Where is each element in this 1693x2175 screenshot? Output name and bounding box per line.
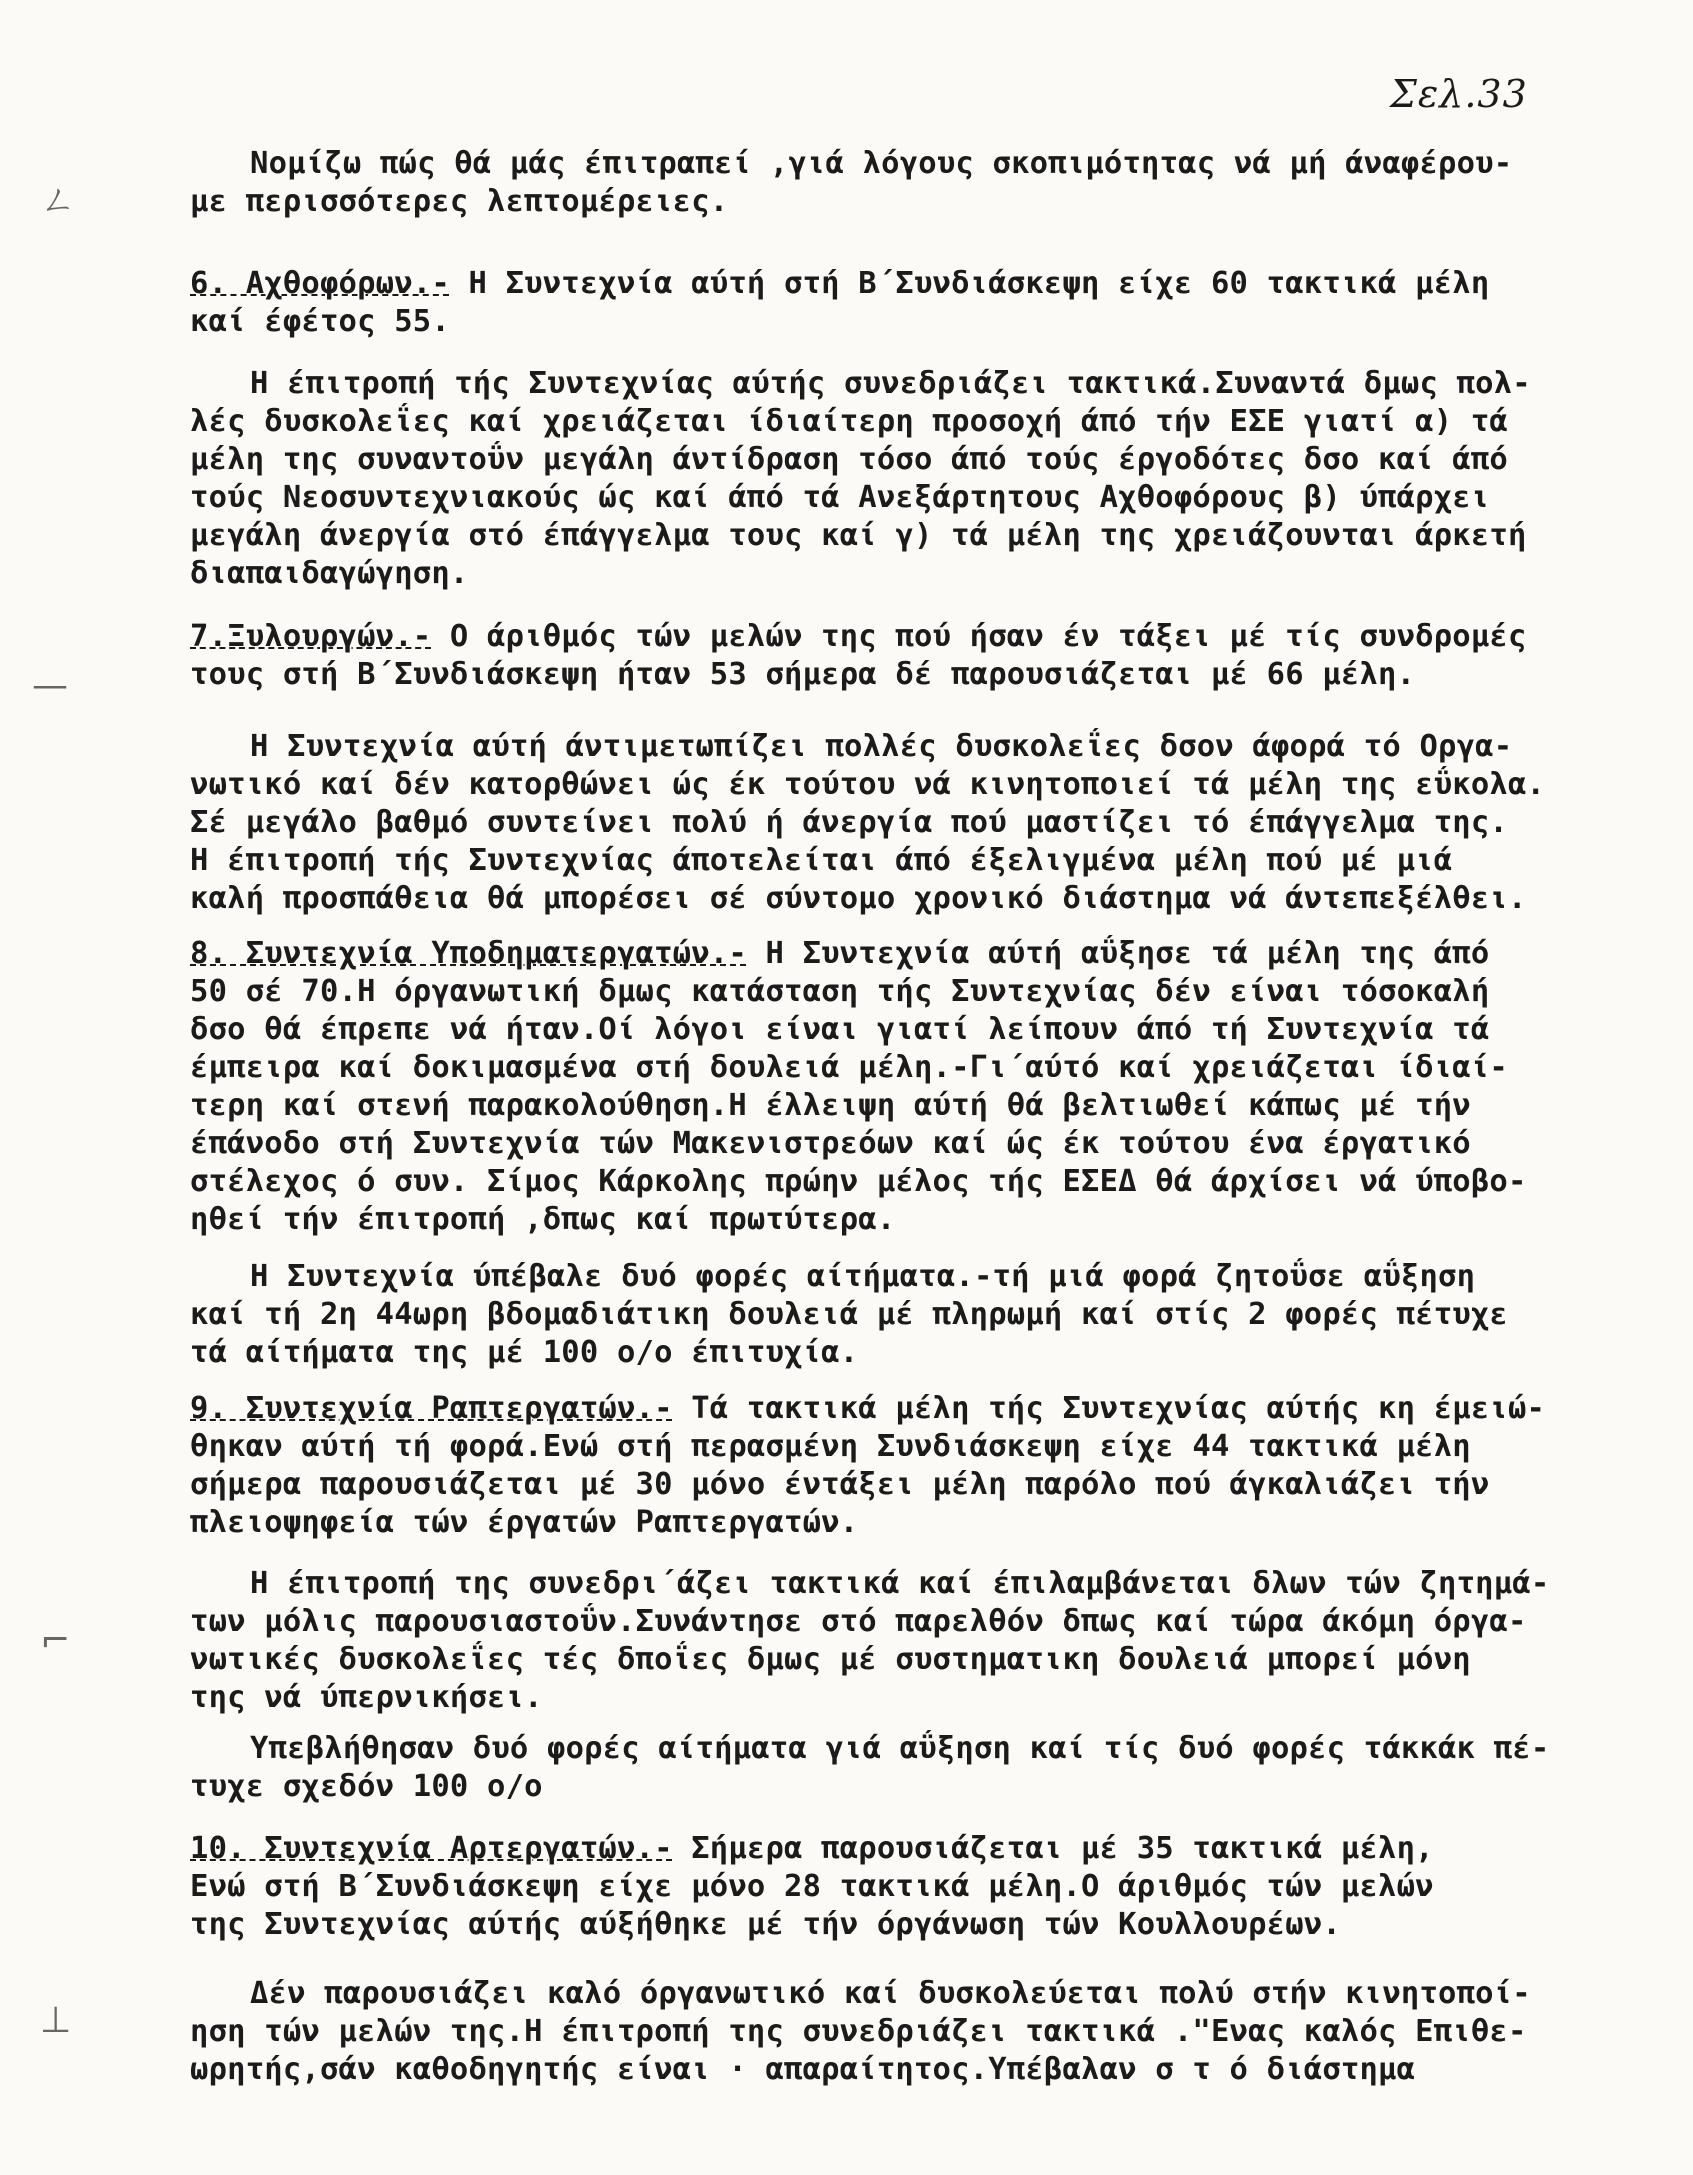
line-text: Ενώ στή Β΄Συνδιάσκεψη είχε μόνο 28 τακτικά μέλη.Ο άριθμός τών μελών <box>190 1869 1434 1904</box>
text-line <box>190 265 1670 303</box>
paragraph <box>190 935 1670 1239</box>
line-text: της Συντεχνίας αύτής αύξήθηκε μέ τήν όργάνωση τών Κουλλουρέων. <box>190 1907 1341 1942</box>
line-text: Η Συντεχνία αύτή στή Β΄Συνδιάσκεψη είχε 60 τακτικά μέλη <box>449 266 1490 301</box>
text-line <box>190 1868 1670 1906</box>
text-line <box>190 1679 1670 1717</box>
text-line <box>190 479 1670 517</box>
text-line <box>190 1830 1670 1868</box>
text-line <box>190 1087 1670 1125</box>
line-text: μεγάλη άνεργία στό έπάγγελμα τους καί γ) τά μέλη της χρειάζουνται άρκετή <box>190 518 1527 553</box>
line-text: Υπεβλήθησαν δυό φορές αίτήματα γιά αΰξηση καί τίς δυό φορές τάκκάκ πέ- <box>250 1731 1550 1766</box>
line-text: στέλεχος ό συν. Σίμος Κάρκολης πρώην μέλος τής ΕΣΕΔ θά άρχίσει νά ύποβο- <box>190 1164 1527 1199</box>
text-line <box>190 1390 1670 1428</box>
line-text: τυχε σχεδόν 100 ο/ο <box>190 1769 543 1804</box>
text-line <box>190 1466 1670 1504</box>
text-line <box>190 1428 1670 1466</box>
line-text: δσο θά έπρεπε νά ήταν.Οί λόγοι είναι γιατί λείπουν άπό τή Συντεχνία τά <box>190 1012 1490 1047</box>
text-line <box>190 1641 1670 1679</box>
text-line <box>190 517 1670 555</box>
paragraph <box>190 728 1670 918</box>
paragraph <box>190 1730 1670 1806</box>
text-line <box>190 403 1670 441</box>
line-text: μέλη της συναντοΰν μεγάλη άντίδραση τόσο άπό τούς έργοδότες δσο καί άπό <box>190 442 1508 477</box>
paragraph <box>190 1390 1670 1542</box>
text-line <box>190 183 1670 221</box>
line-text: νωτικό καί δέν κατορθώνει ώς έκ τούτου νά κινητοποιεί τά μέλη της εΰκολα. <box>190 767 1546 802</box>
line-text: Η Συντεχνία αύτή άντιμετωπίζει πολλές δυσκολεΐες δσον άφορά τό Οργα- <box>250 729 1513 764</box>
text-line <box>190 303 1670 341</box>
text-line <box>190 1730 1670 1768</box>
paragraph <box>190 1830 1670 1944</box>
line-text: έπάνοδο στή Συντεχνία τών Μακενιστρεόων καί ώς έκ τούτου ένα έργατικό <box>190 1126 1471 1161</box>
text-line <box>190 1334 1670 1372</box>
margin-mark: — <box>32 665 68 706</box>
line-text: Νομίζω πώς θά μάς έπιτραπεί ,γιά λόγους σκοπιμότητας νά μή άναφέρου- <box>250 146 1513 181</box>
paragraph <box>190 1565 1670 1717</box>
text-line <box>190 1201 1670 1239</box>
line-text: τούς Νεοσυντεχνιακούς ώς καί άπό τά Ανεξάρτητους Αχθοφόρους β) ύπάρχει <box>190 480 1490 515</box>
section-heading: 8. Συντεχνία Υποδηματεργατών.- <box>190 936 747 971</box>
line-text: λές δυσκολεΐες καί χρειάζεται ίδιαίτερη προσοχή άπό τήν ΕΣΕ γιατί α) τά <box>190 404 1508 439</box>
page-number: Σελ.33 <box>1390 72 1528 116</box>
margin-mark: ⌐ <box>40 1620 71 1661</box>
line-text: διαπαιδαγώγηση. <box>190 556 469 591</box>
line-text: Δέν παρουσιάζει καλό όργανωτικό καί δυσκολεύεται πολύ στήν κινητοποί- <box>250 1976 1531 2011</box>
text-line <box>190 1049 1670 1087</box>
text-line <box>190 1768 1670 1806</box>
text-line <box>190 1603 1670 1641</box>
text-line <box>190 2051 1670 2089</box>
text-line <box>190 728 1670 766</box>
line-text: πλειοψηφεία τών έργατών Ραπτεργατών. <box>190 1505 859 1540</box>
text-line <box>190 804 1670 842</box>
text-line <box>190 1011 1670 1049</box>
text-line <box>190 365 1670 403</box>
text-line <box>190 1125 1670 1163</box>
text-line <box>190 656 1670 694</box>
paragraph <box>190 365 1670 593</box>
margin-mark: ⊥ <box>40 2000 72 2041</box>
line-text: Η έπιτροπή της συνεδρι΄άζει τακτικά καί έπιλαμβάνεται δλων τών ζητημά- <box>250 1566 1550 1601</box>
line-text: Σήμερα παρουσιάζεται μέ 35 τακτικά μέλη, <box>672 1831 1434 1866</box>
line-text: Η Συντεχνία αύτή αΰξησε τά μέλη της άπό <box>746 936 1490 971</box>
line-text: έμπειρα καί δοκιμασμένα στή δουλειά μέλη.-Γι΄αύτό καί χρειάζεται ίδιαί- <box>190 1050 1508 1085</box>
section-heading: 9. Συντεχνία Ραπτεργατών.- <box>190 1391 673 1426</box>
line-text: νωτικές δυσκολεΐες τές δποΐες δμως μέ συστηματικη δουλειά μπορεί μόνη <box>190 1642 1471 1677</box>
text-line <box>190 555 1670 593</box>
line-text: Η έπιτροπή τής Συντεχνίας άποτελείται άπό έξελιγμένα μέλη πού μέ μιά <box>190 843 1453 878</box>
line-text: ηθεί τήν έπιτροπή ,δπως καί πρωτύτερα. <box>190 1202 896 1237</box>
line-text: καί τή 2η 44ωρη βδομαδιάτικη δουλειά μέ πληρωμή καί στίς 2 φορές πέτυχε <box>190 1297 1508 1332</box>
text-line <box>190 1163 1670 1201</box>
line-text: Η Συντεχνία ύπέβαλε δυό φορές αίτήματα.-τή μιά φορά ζητοΰσε αΰξηση <box>250 1259 1476 1294</box>
line-text: τά αίτήματα της μέ 100 ο/ο έπιτυχία. <box>190 1335 859 1370</box>
text-line <box>190 1565 1670 1603</box>
section-heading: 10. Συντεχνία Αρτεργατών.- <box>190 1831 673 1866</box>
line-text: καί έφέτος 55. <box>190 304 450 339</box>
line-text: των μόλις παρουσιαστοΰν.Συνάντησε στό παρελθόν δπως καί τώρα άκόμη όργα- <box>190 1604 1527 1639</box>
line-text: Η έπιτροπή τής Συντεχνίας αύτής συνεδριάζει τακτικά.Συναντά δμως πολ- <box>250 366 1531 401</box>
line-text: ωρητής,σάν καθοδηγητής είναι · απαραίτητος.Υπέβαλαν σ τ ό διάστημα <box>190 2052 1416 2087</box>
text-line <box>190 935 1670 973</box>
line-text: με περισσότερες λεπτομέρειες. <box>190 184 729 219</box>
text-line <box>190 880 1670 918</box>
margin-mark: ㄥ <box>40 180 77 221</box>
paragraph <box>190 1975 1670 2089</box>
text-line <box>190 145 1670 183</box>
line-text: τους στή Β΄Συνδιάσκεψη ήταν 53 σήμερα δέ παρουσιάζεται μέ 66 μέλη. <box>190 657 1416 692</box>
text-line <box>190 618 1670 656</box>
line-text: 50 σέ 70.Η όργανωτική δμως κατάσταση τής Συντεχνίας δέν είναι τόσοκαλή <box>190 974 1490 1009</box>
paragraph <box>190 1258 1670 1372</box>
line-text: ηση τών μελών της.Η έπιτροπή της συνεδριάζει τακτικά ."Ενας καλός Επιθε- <box>190 2014 1527 2049</box>
text-line <box>190 1975 1670 2013</box>
section-heading: 7.Ξυλουργών.- <box>190 619 432 654</box>
text-line <box>190 842 1670 880</box>
text-line <box>190 1258 1670 1296</box>
section-heading: 6. Αχθοφόρων.- <box>190 266 450 301</box>
line-text: σήμερα παρουσιάζεται μέ 30 μόνο έντάξει μέλη παρόλο πού άγκαλιάζει τήν <box>190 1467 1490 1502</box>
text-line <box>190 766 1670 804</box>
line-text: Ο άριθμός τών μελών της πού ήσαν έν τάξει μέ τίς συνδρομές <box>431 619 1527 654</box>
line-text: θηκαν αύτή τή φορά.Ενώ στή περασμένη Συνδιάσκεψη είχε 44 τακτικά μέλη <box>190 1429 1471 1464</box>
text-line <box>190 441 1670 479</box>
paragraph <box>190 618 1670 694</box>
text-line <box>190 1906 1670 1944</box>
line-text: Σέ μεγάλο βαθμό συντείνει πολύ ή άνεργία πού μαστίζει τό έπάγγελμα της. <box>190 805 1508 840</box>
line-text: της νά ύπερνικήσει. <box>190 1680 543 1715</box>
line-text: Τά τακτικά μέλη τής Συντεχνίας αύτής κη έμειώ- <box>672 1391 1546 1426</box>
text-line <box>190 1296 1670 1334</box>
line-text: καλή προσπάθεια θά μπορέσει σέ σύντομο χρονικό διάστημα νά άντεπεξέλθει. <box>190 881 1527 916</box>
text-line <box>190 1504 1670 1542</box>
text-line <box>190 973 1670 1011</box>
paragraph <box>190 265 1670 341</box>
text-line <box>190 2013 1670 2051</box>
line-text: τερη καί στενή παρακολούθηση.Η έλλειψη αύτή θά βελτιωθεί κάπως μέ τήν <box>190 1088 1471 1123</box>
paragraph <box>190 145 1670 221</box>
